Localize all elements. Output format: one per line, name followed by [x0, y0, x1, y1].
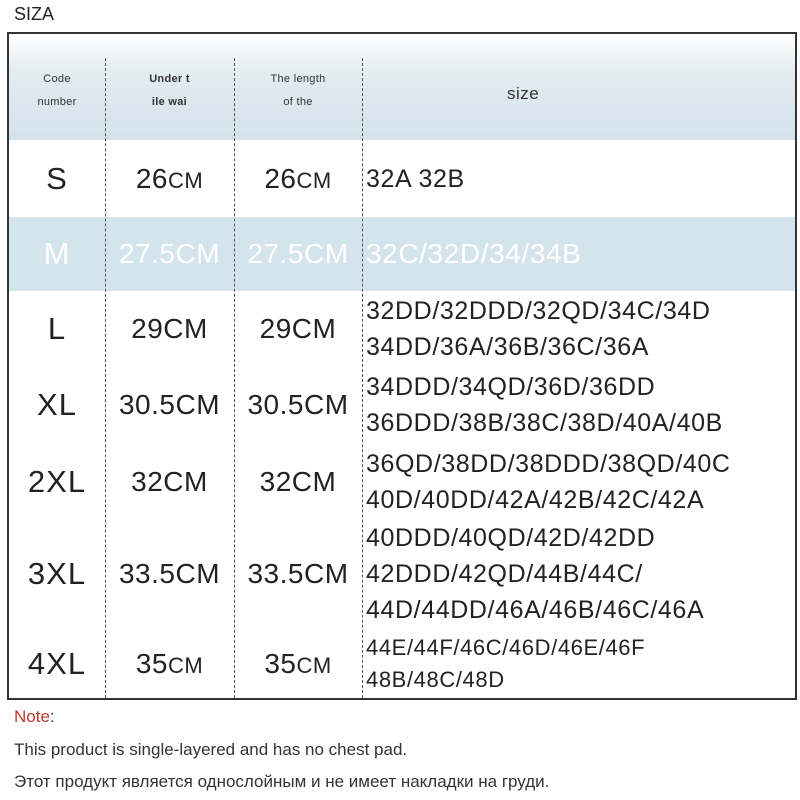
header-length-line1: The length: [270, 73, 326, 85]
length-value: 33.5CM: [247, 557, 349, 589]
header-length-cell: [234, 34, 362, 140]
length-value: 29CM: [259, 313, 337, 344]
length-value: 27.5CM: [247, 238, 349, 269]
table-row: [9, 367, 795, 443]
code-cell: 2XL: [27, 464, 87, 499]
under-value: 27.5CM: [118, 238, 221, 269]
table-row: [9, 217, 795, 291]
header-under-line2: ile wai: [151, 96, 188, 108]
table-row: [9, 443, 795, 521]
code-cell: 4XL: [27, 646, 87, 681]
under-value: 26CM: [135, 162, 204, 194]
length-value: 26CM: [264, 162, 332, 194]
code-cell: S: [46, 160, 68, 196]
column-divider: [234, 58, 235, 698]
sizes-cell: 32DD/32DDD/32QD/34C/34D 34DD/36A/36B/36C/36A: [366, 297, 711, 361]
page-title: SIZA: [14, 4, 55, 24]
header-code-line2: number: [37, 96, 77, 108]
sizes-cell: 32A 32B: [366, 164, 465, 193]
note-label: Note:: [14, 707, 55, 726]
sizes-cell: 36QD/38DD/38DDD/38QD/40C 40D/40DD/42A/42B/42C/42A: [366, 450, 731, 514]
under-value: 32CM: [131, 466, 208, 497]
sizes-cell: 44E/44F/46C/46D/46E/46F 48B/48C/48D: [366, 635, 646, 692]
length-value: 30.5CM: [247, 389, 349, 420]
sizes-cell: 32C/32D/34/34B: [366, 238, 582, 269]
code-cell: M: [43, 236, 71, 271]
table-row: [9, 521, 795, 626]
note-line-english: This product is single-layered and has no chest pad.: [14, 740, 408, 759]
under-value: 30.5CM: [118, 389, 221, 420]
length-value: 32CM: [259, 466, 337, 497]
code-cell: XL: [37, 387, 77, 422]
code-cell: 3XL: [27, 555, 87, 591]
under-value: 35CM: [135, 648, 204, 679]
header-size-label: size: [507, 84, 540, 103]
under-value: 29CM: [131, 313, 208, 344]
table-header: [9, 34, 795, 140]
column-divider: [105, 58, 106, 698]
column-divider: [362, 58, 363, 698]
header-code-line1: Code: [43, 73, 71, 85]
table-row: [9, 140, 795, 217]
header-under-cell: [105, 34, 234, 140]
header-size-cell: [362, 34, 795, 140]
table-row: [9, 291, 795, 367]
table-row: [9, 626, 795, 700]
sizes-cell: 34DDD/34QD/36D/36DD 36DDD/38B/38C/38D/40A/40B: [366, 373, 723, 437]
header-under-line1: Under t: [149, 73, 190, 85]
size-chart-table: [7, 32, 797, 700]
header-code-cell: [9, 34, 105, 140]
note-line-russian: Этот продукт является однослойным и не имеет накладки на груди.: [14, 772, 550, 791]
length-value: 35CM: [264, 648, 332, 679]
code-cell: L: [47, 311, 67, 346]
header-length-line2: of the: [283, 96, 313, 108]
under-value: 33.5CM: [118, 557, 221, 589]
sizes-cell: 40DDD/40QD/42D/42DD 42DDD/42QD/44B/44C/ 44D/44DD/46A/46B/46C/46A: [366, 523, 705, 624]
